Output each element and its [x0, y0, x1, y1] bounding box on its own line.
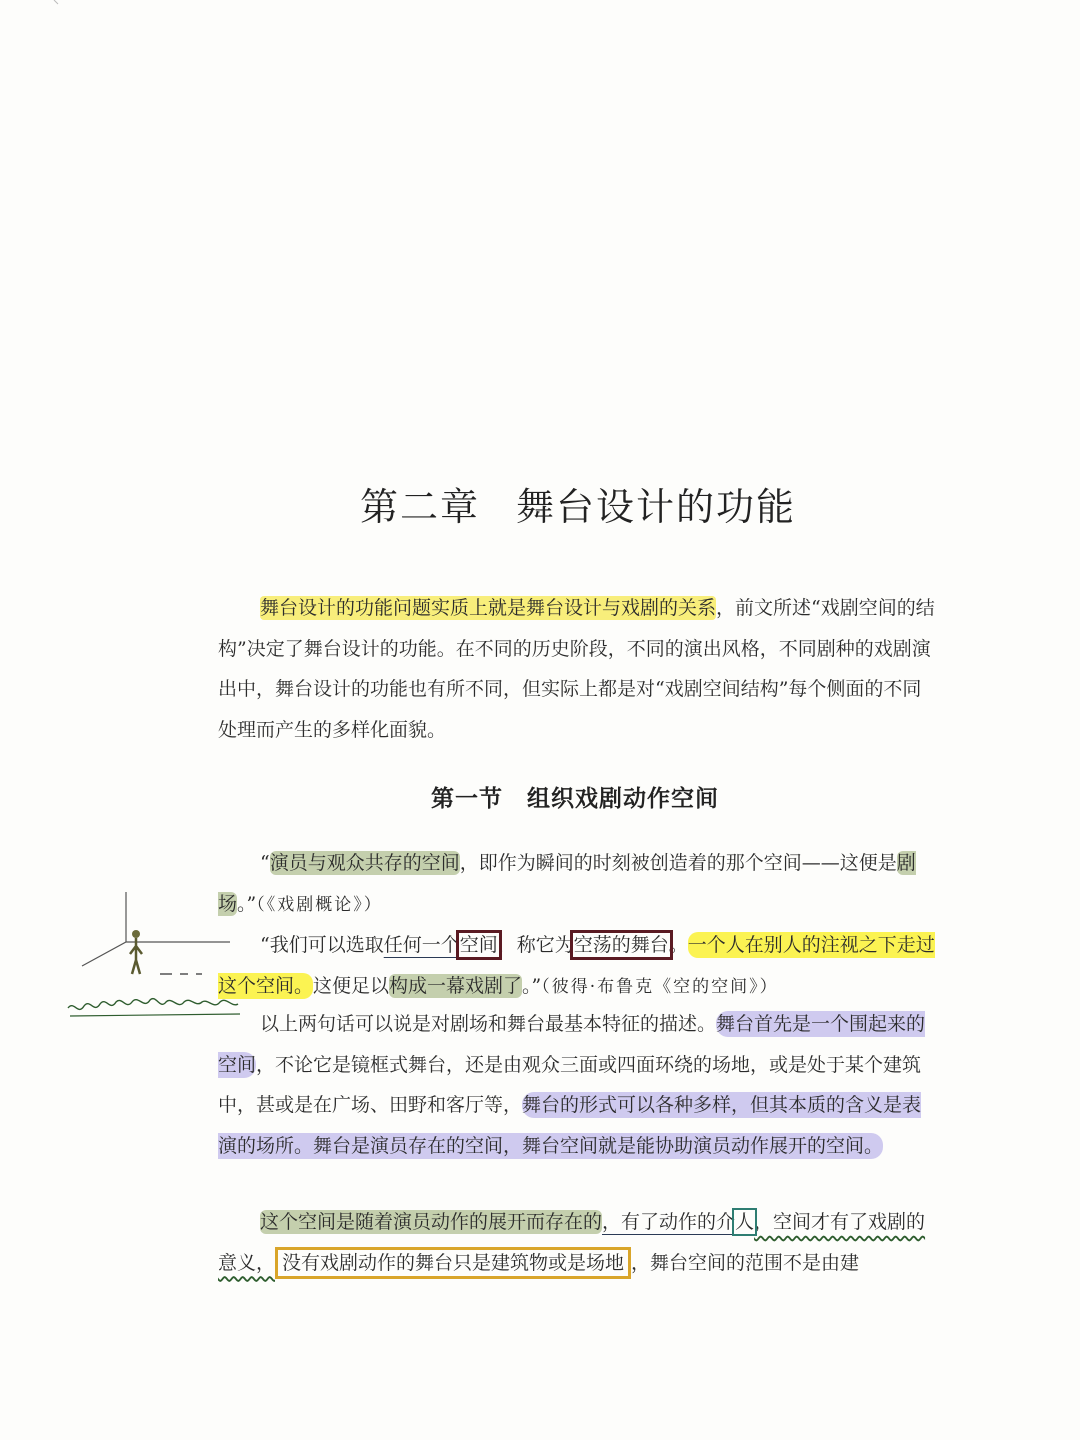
quote2-highlight-drama: 构成一幕戏剧了 — [389, 974, 523, 997]
body-paragraph-3 — [218, 1004, 938, 1166]
body-paragraph-4 — [218, 1202, 938, 1283]
section-number: 第一节 — [431, 785, 503, 812]
corner-mark — [52, 0, 62, 10]
chapter-title — [0, 476, 1080, 531]
quote1-highlight: 演员与观众共存的空间 — [269, 852, 460, 874]
quote2-highlight: 一个人在别人的注视之下走过这个空间。 — [218, 934, 935, 997]
quote1-close: 。” — [237, 892, 257, 915]
para4-boxed-person: 人 — [735, 1211, 755, 1233]
quote1-source: （《戏剧概论》） — [256, 894, 383, 915]
quote1-highlight-theatre: 剧场 — [218, 852, 916, 915]
quote2-boxed-empty-stage: 空荡的舞台 — [573, 934, 669, 956]
quote1-open: “ — [260, 852, 270, 874]
quote1-mid: ，即作为瞬间的时刻被创造着的那个空间——这便是 — [459, 852, 897, 874]
para3-purple-2: 舞台的形式可以各种多样，但其本质的含义是表演的场所。舞台是演员存在的空间，舞台空间就是能协助演员动作展开的空间。 — [218, 1094, 922, 1157]
para4-part1: ，有了动作的介 — [602, 1211, 736, 1233]
para3-mid: ，不论它是镜框式舞台，还是由观众三面或四面环绕的场地，或是处于某个建筑中，甚或是在广场、田野和客厅等， — [218, 1053, 922, 1116]
quote2-part3: 。 — [668, 934, 688, 956]
quote2-close: 。” — [522, 974, 542, 997]
stage-sketch-doodle — [60, 880, 260, 1040]
quote2-source: （彼得·布鲁克《空的空间》） — [541, 976, 779, 997]
quote-paragraph-1 — [218, 843, 938, 925]
para4-part3: ，舞台空间的范围不是由建 — [631, 1251, 860, 1274]
para4-gold-box: 没有戏剧动作的舞台只是建筑物或是场地 — [275, 1247, 631, 1279]
quote2-part1: “我们可以选取 — [260, 934, 384, 956]
quote2-part2: ，称它为 — [497, 934, 574, 956]
quote-paragraph-2 — [218, 925, 938, 1007]
para4-part2: ，空间才有了戏剧的意义， — [218, 1211, 926, 1274]
chapter-name: 舞台设计的功能 — [516, 485, 797, 529]
intro-highlight: 舞台设计的功能问题实质上就是舞台设计与戏剧的关系 — [260, 597, 717, 619]
para3-lead: 以上两句话可以说是对剧场和舞台最基本特征的描述。 — [260, 1013, 717, 1035]
section-name: 组织戏剧动作空间 — [527, 785, 719, 812]
chapter-number: 第二章 — [359, 485, 480, 529]
section-title — [0, 780, 1080, 813]
quote2-part4: 这便足以 — [313, 974, 390, 997]
quote2-underlined: 任何一个 — [383, 934, 460, 956]
quote2-boxed-space: 空间 — [459, 934, 498, 956]
para4-green: 这个空间是随着演员动作的展开而存在的 — [260, 1211, 603, 1233]
intro-text: ，前文所述“戏剧空间的结构”决定了舞台设计的功能。在不同的历史阶段，不同的演出风格，不同剧种的戏剧演出中，舞台设计的功能也有所不同，但实际上都是对“戏剧空间结构”每个侧面的不同处理而产生的多样化面貌。 — [218, 597, 935, 741]
intro-paragraph — [218, 588, 938, 750]
para3-purple-1: 舞台首先是一个围起来的空间 — [218, 1013, 926, 1076]
